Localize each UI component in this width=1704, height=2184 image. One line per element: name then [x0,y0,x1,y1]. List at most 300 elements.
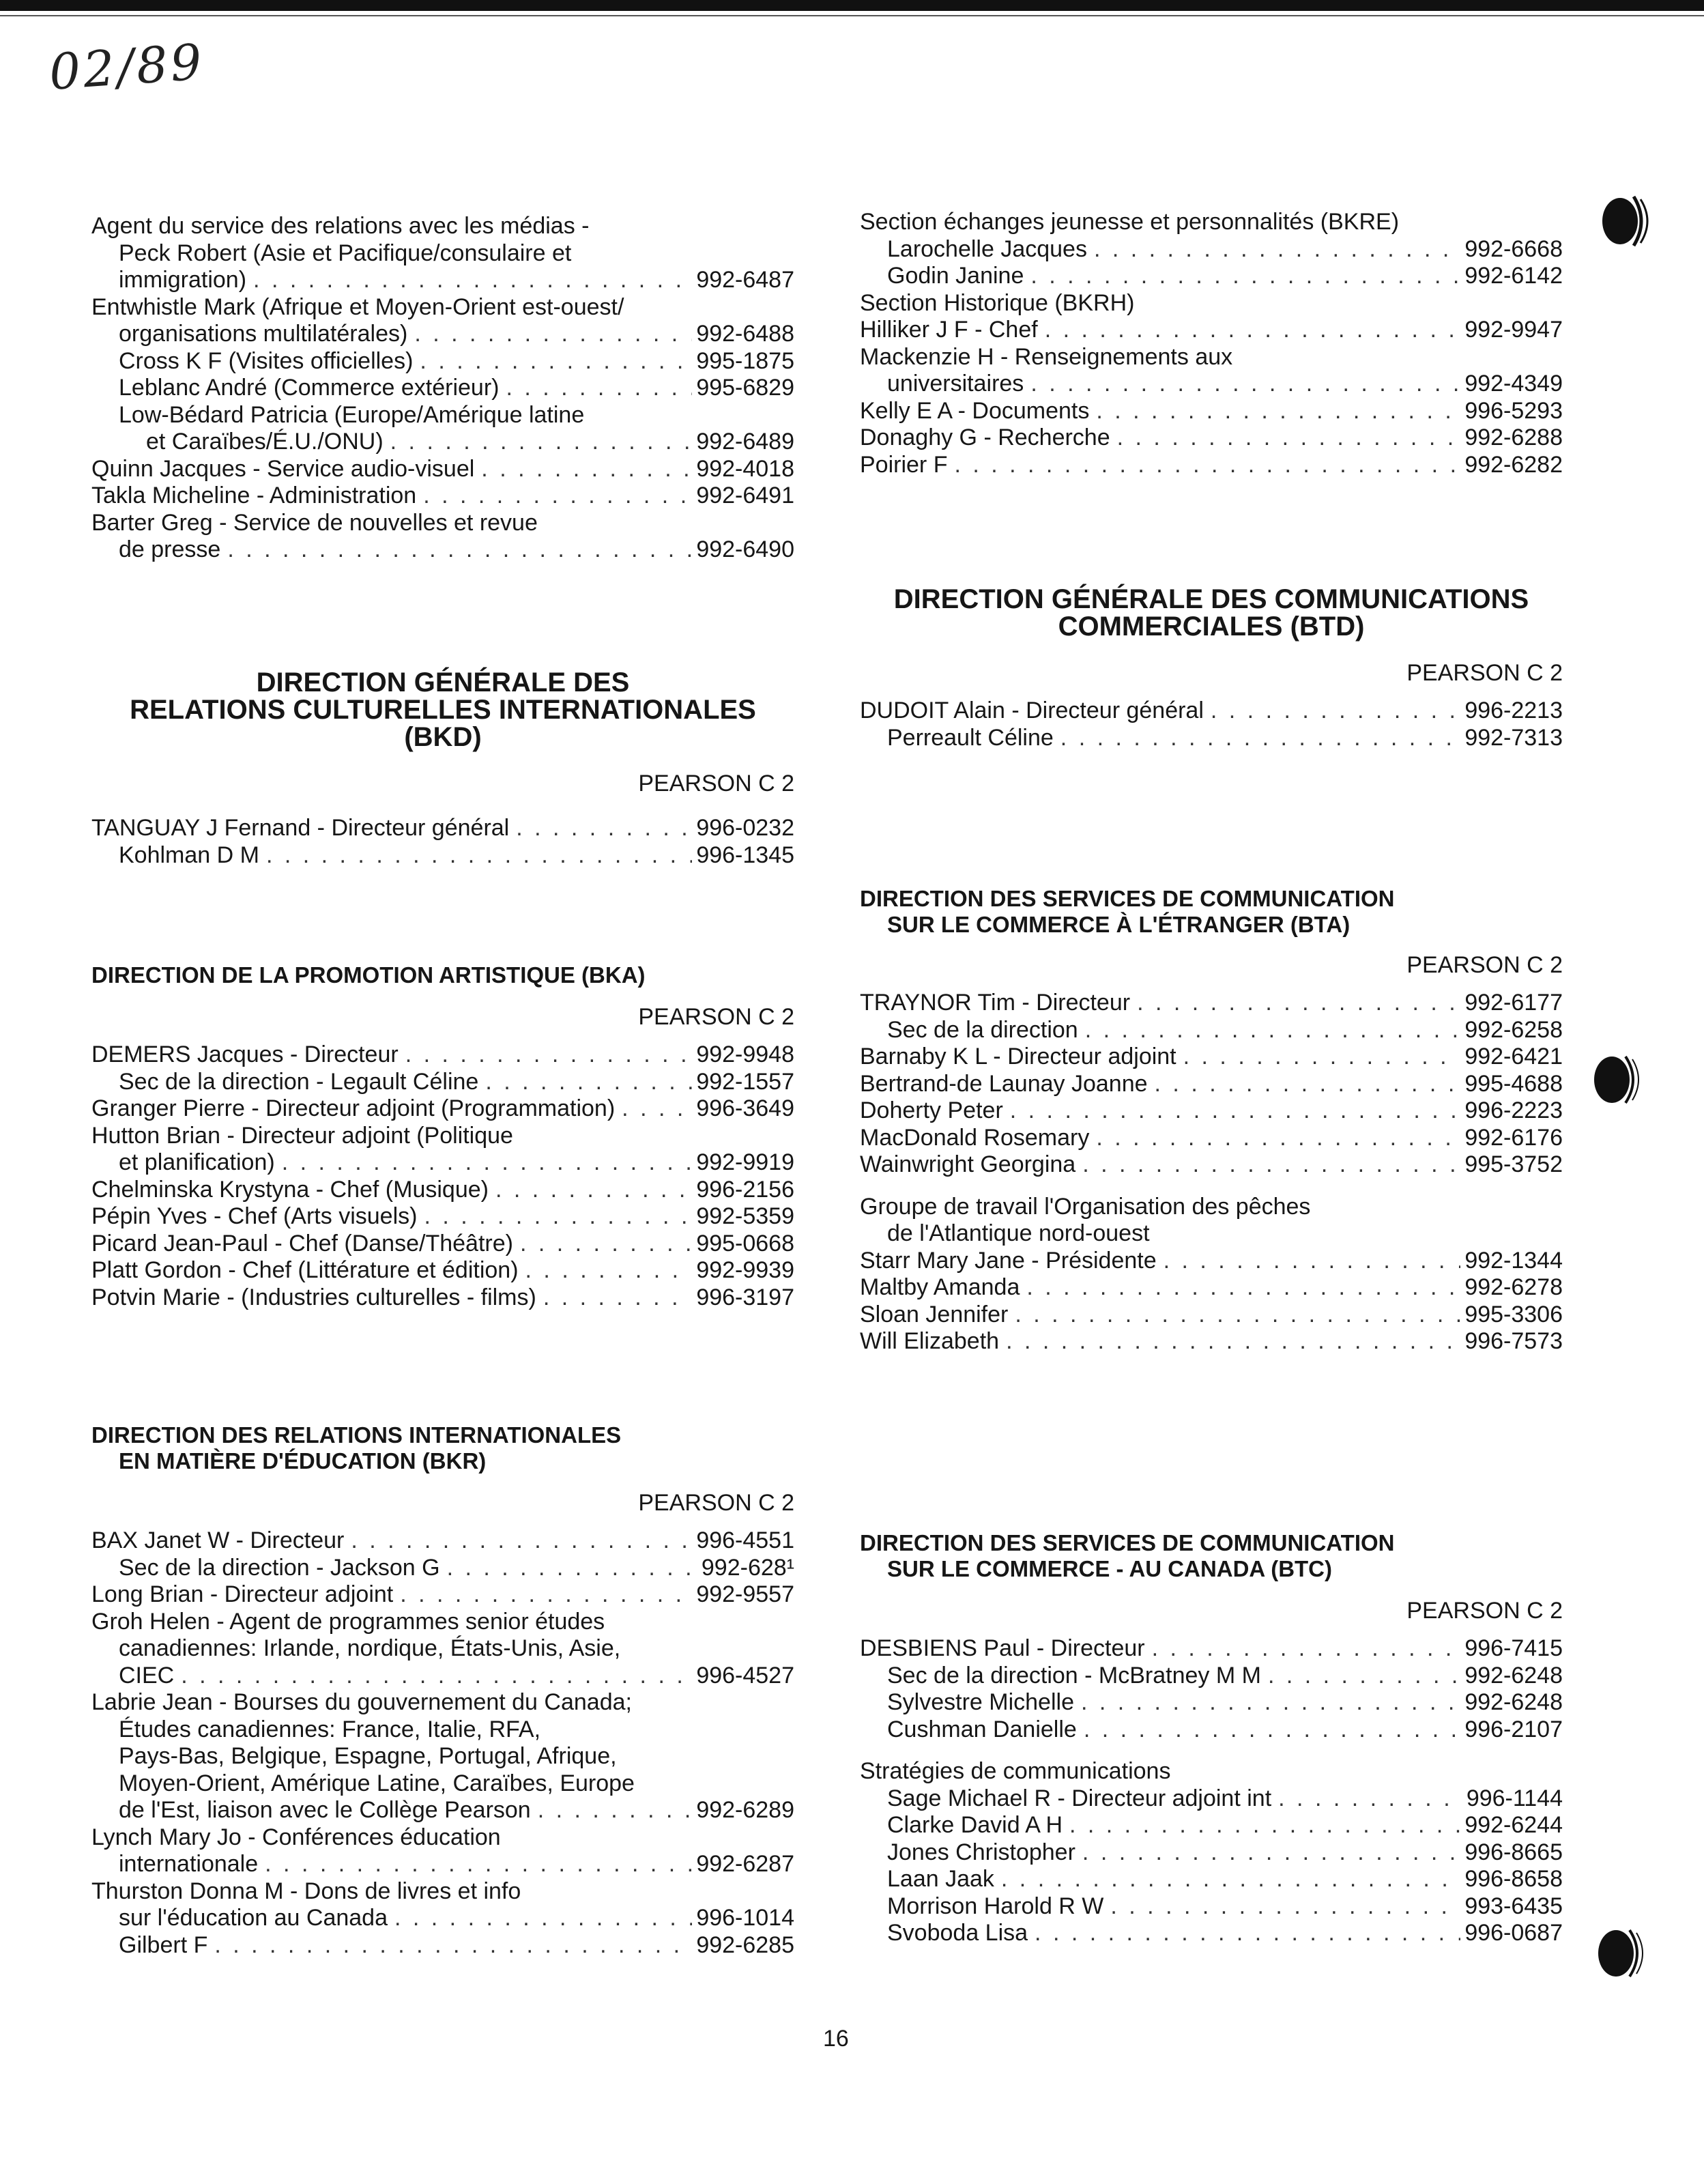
entry-phone: 992-4018 [696,455,794,482]
strategies-subheading: Stratégies de communications [860,1758,1171,1784]
entry-phone: 996-2156 [696,1176,794,1203]
directory-entry [860,1151,1563,1179]
entry-name: Wainwright Georgina [860,1151,1076,1177]
entry-name: Clarke David A H [887,1812,1063,1838]
entry-name: de presse [119,536,221,562]
dot-leader [1074,1689,1460,1716]
entry-name: Leblanc André (Commerce extérieur) [119,375,500,401]
entry-phone: 992-6177 [1464,990,1563,1016]
title-line: COMMERCIALES (BTD) [1058,612,1365,642]
entry-name: Donaghy G - Recherche [860,425,1110,450]
entry-name: universitaires [887,371,1024,397]
entry-phone: 995-3306 [1464,1301,1563,1327]
dot-leader [1008,1302,1460,1329]
entry-name: Larochelle Jacques [887,235,1087,262]
directory-entry [91,294,794,321]
directory-entry [91,429,794,456]
entry-phone: 995-1875 [696,347,794,374]
entry-name: DESBIENS Paul - Directeur [860,1635,1145,1661]
entry-phone: 992-628¹ [701,1554,794,1581]
directory-entry [860,1689,1563,1716]
directory-entry [91,1663,794,1690]
entry-phone: 992-9557 [696,1581,794,1607]
entry-phone: 992-6490 [696,536,794,562]
directory-entry [860,1328,1563,1355]
directory-entry [91,1635,794,1663]
entry-name: Kohlman D M [119,842,259,868]
entry-phone: 992-6289 [696,1797,794,1823]
entry-name: Godin Janine [887,263,1024,289]
dot-leader [259,842,692,870]
btc-list [860,1635,1563,1743]
dot-leader [1271,1785,1460,1813]
title-line: SUR LE COMMERCE À L'ÉTRANGER (BTA) [887,912,1351,937]
entry-phone: 992-6278 [1464,1274,1563,1300]
hole-punch-icon [1590,1919,1653,1987]
entry-name: Section Historique (BKRH) [860,289,1135,316]
directory-entry [860,1839,1563,1867]
room-label: PEARSON C 2 [1406,1598,1563,1624]
dot-leader [258,1851,692,1878]
directory-entry [860,1302,1563,1329]
directory-entry [860,1274,1563,1302]
fisheries-group-list [860,1248,1563,1355]
entry-name: Lynch Mary Jo - Conférences éducation [91,1824,501,1850]
entry-name: Cross K F (Visites officielles) [119,347,414,374]
title-line: Groupe de travail l'Organisation des pêches [860,1193,1311,1220]
dot-leader [1148,1071,1460,1098]
directory-entry [860,371,1563,398]
room-label: PEARSON C 2 [1406,952,1563,978]
entry-name: Labrie Jean - Bourses du gouvernement du Canada; [91,1689,632,1715]
directory-entry [91,348,794,375]
entry-phone: 996-8665 [1464,1839,1563,1865]
entry-name: DEMERS Jacques - Directeur [91,1041,399,1067]
directory-entry [91,1149,794,1177]
entry-name: TRAYNOR Tim - Directeur [860,990,1131,1016]
room-label: PEARSON C 2 [638,771,794,796]
room-label: PEARSON C 2 [638,1004,794,1030]
strategies-list [860,1785,1563,1947]
directory-entry [91,1851,794,1878]
entry-name: sur l'éducation au Canada [119,1905,388,1931]
entry-name: Starr Mary Jane - Présidente [860,1247,1157,1274]
entry-phone: 992-6176 [1464,1124,1563,1151]
entry-phone: 992-9919 [696,1149,794,1175]
dot-leader [1020,1274,1460,1302]
directory-entry [91,1878,794,1906]
entry-name: Svoboda Lisa [887,1920,1028,1946]
dot-leader [174,1663,692,1690]
directory-entry [91,1231,794,1258]
dot-leader [1130,990,1460,1017]
dot-leader [1087,236,1460,263]
entry-name: Chelminska Krystyna - Chef (Musique) [91,1176,489,1203]
dot-leader [1024,263,1460,290]
entry-phone: 996-8658 [1464,1866,1563,1892]
entry-name: Doherty Peter [860,1097,1003,1123]
dot-leader [474,456,692,483]
directory-entry [860,1716,1563,1744]
entry-phone: 996-1144 [1466,1785,1563,1811]
dot-leader [1110,425,1460,452]
entry-phone: 996-5293 [1464,397,1563,424]
directory-entry [860,1920,1563,1947]
entry-name: Entwhistle Mark (Afrique et Moyen-Orient est-ouest/ [91,293,624,320]
entry-name: Barnaby K L - Directeur adjoint [860,1044,1176,1069]
directory-entry [91,1527,794,1555]
directory-entry [91,402,794,429]
entry-phone: 996-1345 [696,842,794,868]
dot-leader [393,1581,692,1609]
directory-entry [860,452,1563,479]
entry-name: Moyen-Orient, Amérique Latine, Caraïbes, Europe [119,1770,635,1796]
entry-name: Mackenzie H - Renseignements aux [860,343,1233,370]
entry-phone: 992-6421 [1464,1044,1563,1069]
room-label: PEARSON C 2 [638,1490,794,1516]
directory-entry [860,1866,1563,1893]
directory-entry [860,1785,1563,1813]
directory-entry [91,536,794,564]
dot-leader [1054,725,1460,752]
entry-phone: 996-1014 [696,1905,794,1931]
entry-name: Platt Gordon - Chef (Littérature et édition) [91,1257,519,1283]
dot-leader [384,429,692,456]
directory-entry [91,267,794,294]
directory-entry [91,1689,794,1716]
scan-top-line [0,15,1704,16]
directory-entry [91,1743,794,1770]
entry-name: Sec de la direction - Legault Céline [119,1068,479,1095]
directory-entry [860,236,1563,263]
dot-leader [999,1328,1460,1355]
dot-leader [513,1231,692,1258]
dot-leader [1089,398,1460,425]
bkr-list [91,1527,794,1959]
directory-entry [91,1581,794,1609]
entry-phone: 992-6287 [696,1851,794,1877]
entry-name: MacDonald Rosemary [860,1124,1090,1151]
entry-phone: 992-6282 [1464,451,1563,478]
entry-name: Section échanges jeunesse et personnalités (BKRE) [860,209,1400,235]
fisheries-group-title [860,1194,1563,1248]
entry-phone: 992-6487 [696,267,794,293]
entry-name: Groh Helen - Agent de programmes senior études [91,1608,605,1635]
hole-punch-icon [1594,187,1657,255]
directory-entry [91,240,794,268]
entry-name: TANGUAY J Fernand - Directeur général [91,815,510,841]
dot-leader [1176,1044,1460,1071]
entry-name: Potvin Marie - (Industries culturelles - films) [91,1284,536,1310]
entry-name: Perreault Céline [887,724,1054,751]
dot-leader [1145,1635,1460,1663]
directory-entry [860,1893,1563,1921]
section-bta [860,886,1563,1355]
dot-leader [1077,1716,1460,1744]
dot-leader [536,1284,692,1312]
entry-name: Jones Christopher [887,1839,1075,1865]
directory-entry [91,1905,794,1932]
directory-entry [91,510,794,537]
entry-phone: 992-6288 [1464,425,1563,450]
entry-name: Quinn Jacques - Service audio-visuel [91,455,475,482]
directory-entry [91,456,794,483]
dot-leader [519,1257,692,1284]
directory-entry [860,344,1563,371]
dot-leader [407,321,692,348]
directory-entry [860,725,1563,752]
entry-name: Peck Robert (Asie et Pacifique/consulaire et [119,240,572,266]
entry-phone: 996-3649 [696,1095,794,1121]
entry-phone: 996-3197 [696,1284,794,1310]
title-line: DIRECTION DES SERVICES DE COMMUNICATION [860,886,1395,911]
dot-leader [1038,317,1460,344]
section-title-bkd [91,669,794,751]
entry-name: Morrison Harold R W [887,1893,1104,1919]
dot-leader [399,1041,692,1069]
entry-name: Long Brian - Directeur adjoint [91,1581,394,1607]
dot-leader [1204,698,1460,725]
directory-entry [860,1017,1563,1044]
directory-entry [91,483,794,510]
title-line: DIRECTION DES SERVICES DE COMMUNICATION [860,1530,1395,1555]
directory-entry [91,375,794,402]
dot-leader [416,483,692,510]
dot-leader [440,1555,692,1582]
directory-entry [860,263,1563,290]
directory-entry [860,425,1563,452]
entry-name: Kelly E A - Documents [860,397,1090,424]
directory-entry [860,1125,1563,1152]
entry-name: Études canadiennes: France, Italie, RFA, [119,1716,541,1742]
entry-name: Hilliker J F - Chef [860,317,1038,343]
title-line: DIRECTION GÉNÉRALE DES [256,667,630,698]
directory-entry [91,842,794,870]
entry-phone: 996-0232 [696,815,794,841]
dot-leader [1003,1097,1460,1125]
entry-phone: 992-6488 [696,321,794,347]
entry-phone: 992-6285 [696,1931,794,1958]
directory-entry [91,1177,794,1204]
entry-phone: 992-6248 [1464,1662,1563,1689]
directory-entry [91,1716,794,1744]
dot-leader [246,267,692,294]
directory-entry [91,1824,794,1852]
dot-leader [509,815,692,842]
dot-leader [413,348,692,375]
entry-name: Laan Jaak [887,1866,994,1892]
section-title-bkr [91,1422,794,1474]
dot-leader [615,1095,692,1123]
section-title-bta [860,886,1563,938]
entry-name: Sylvestre Michelle [887,1689,1074,1715]
directory-entry [860,698,1563,725]
entry-name: CIEC [119,1662,175,1689]
entry-phone: 992-9939 [696,1257,794,1283]
directory-entry [860,1635,1563,1663]
directory-entry [91,1095,794,1123]
entry-phone: 992-6489 [696,429,794,455]
directory-entry [91,1257,794,1284]
hole-punch-icon [1586,1046,1649,1114]
entry-name: Granger Pierre - Directeur adjoint (Programmation) [91,1095,616,1121]
dot-leader [1024,371,1460,398]
entry-phone: 992-6668 [1464,235,1563,262]
dot-leader [1089,1125,1460,1152]
entry-name: organisations multilatérales) [119,321,408,347]
directory-entry [91,1123,794,1150]
directory-entry [860,1663,1563,1690]
dot-leader [947,452,1460,479]
directory-entry [860,1812,1563,1839]
page-number: 16 [823,2026,849,2052]
title-line: DIRECTION DES RELATIONS INTERNATIONALES [91,1422,622,1448]
title-line: SUR LE COMMERCE - AU CANADA (BTC) [887,1556,1333,1581]
directory-entry [91,815,794,842]
entry-name: Poirier F [860,451,948,478]
dot-leader [388,1905,692,1932]
bkre-bkrh-list [860,209,1563,478]
dot-leader [1078,1017,1460,1044]
section-bkd [91,669,794,869]
dot-leader [499,375,692,402]
dot-leader [1103,1893,1460,1921]
bka-list [91,1041,794,1311]
entry-phone: 992-4349 [1464,371,1563,397]
title-line: RELATIONS CULTURELLES INTERNATIONALES [130,695,756,725]
entry-name: Maltby Amanda [860,1274,1020,1300]
entry-name: Thurston Donna M - Dons de livres et info [91,1878,521,1904]
section-title-btc [860,1530,1563,1582]
directory-entry [860,1248,1563,1275]
entry-name: immigration) [119,267,247,293]
directory-entry [860,398,1563,425]
entry-name: et Caraïbes/É.U./ONU) [146,429,384,455]
dot-leader [417,1203,692,1231]
entry-name: de l'Est, liaison avec le Collège Pearson [119,1797,531,1823]
entry-phone: 992-6248 [1464,1689,1563,1715]
entry-phone: 996-2213 [1464,698,1563,723]
entry-name: Pays-Bas, Belgique, Espagne, Portugal, Afrique, [119,1743,617,1769]
entry-phone: 996-2107 [1464,1716,1563,1742]
entry-name: Hutton Brian - Directeur adjoint (Politique [91,1122,513,1149]
entry-name: Low-Bédard Patricia (Europe/Amérique latine [119,401,585,428]
directory-entry [91,213,794,240]
directory-entry [860,209,1563,236]
entry-phone: 992-9947 [1464,317,1563,343]
dot-leader [531,1797,692,1824]
directory-entry [91,321,794,348]
entry-name: Takla Micheline - Administration [91,483,417,508]
entry-name: Will Elizabeth [860,1328,1000,1354]
directory-entry [860,317,1563,344]
entry-name: Sec de la direction - McBratney M M [887,1662,1261,1689]
entry-name: Sage Michael R - Directeur adjoint int [887,1785,1272,1811]
entry-phone: 992-6244 [1464,1812,1563,1838]
dot-leader [489,1177,692,1204]
entry-phone: 995-0668 [696,1230,794,1256]
title-line: DIRECTION GÉNÉRALE DES COMMUNICATIONS [893,584,1529,614]
entry-name: Pépin Yves - Chef (Arts visuels) [91,1203,418,1229]
dot-leader [220,536,692,564]
directory-entry [91,1069,794,1096]
entry-name: internationale [119,1851,259,1877]
directory-entry [91,1284,794,1312]
entry-name: Gilbert F [119,1931,208,1958]
dot-leader [1063,1812,1460,1839]
entry-name: Barter Greg - Service de nouvelles et revue [91,509,538,536]
entry-phone: 992-6258 [1464,1016,1563,1043]
btd-list [860,698,1563,751]
entry-name: et planification) [119,1149,275,1175]
dot-leader [275,1149,692,1177]
media-relations-list [91,213,794,564]
entry-name: Agent du service des relations avec les médias - [91,213,590,239]
dot-leader [994,1866,1460,1893]
dot-leader [1028,1920,1460,1947]
entry-name: Cushman Danielle [887,1716,1077,1742]
directory-entry [91,1797,794,1824]
title-line: EN MATIÈRE D'ÉDUCATION (BKR) [119,1448,487,1474]
entry-phone: 996-2223 [1464,1097,1563,1123]
entry-phone: 996-4527 [696,1662,794,1689]
directory-entry [860,1071,1563,1098]
title-line: de l'Atlantique nord-ouest [887,1220,1150,1246]
directory-entry [860,1097,1563,1125]
entry-name: Sloan Jennifer [860,1301,1009,1327]
dot-leader [344,1527,692,1555]
entry-name: Picard Jean-Paul - Chef (Danse/Théâtre) [91,1230,513,1256]
entry-name: Bertrand-de Launay Joanne [860,1070,1148,1097]
entry-phone: 996-7573 [1464,1328,1563,1354]
entry-phone: 995-4688 [1464,1070,1563,1097]
title-line: (BKD) [404,722,482,752]
dot-leader [1075,1151,1460,1179]
bta-list [860,990,1563,1179]
section-title-btd [860,586,1563,640]
entry-name: canadiennes: Irlande, nordique, États-Unis, Asie, [119,1635,621,1661]
entry-phone: 992-1557 [696,1068,794,1095]
entry-name: BAX Janet W - Directeur [91,1527,345,1553]
bkd-list [91,815,794,869]
dot-leader [478,1069,692,1096]
title-line: DIRECTION DE LA PROMOTION ARTISTIQUE (BKA) [91,962,646,988]
dot-leader [207,1932,692,1959]
entry-phone: 992-6491 [696,483,794,508]
section-btc [860,1530,1563,1947]
entry-phone: 993-6435 [1464,1893,1563,1919]
handwritten-annotation: 02/89 [47,33,207,101]
room-label: PEARSON C 2 [1406,660,1563,686]
directory-entry [91,1770,794,1798]
section-btd [860,586,1563,751]
entry-phone: 996-4551 [696,1527,794,1553]
directory-entry [860,290,1563,317]
entry-phone: 995-3752 [1464,1151,1563,1177]
dot-leader [1261,1663,1460,1690]
entry-phone: 992-7313 [1464,724,1563,751]
entry-phone: 992-9948 [696,1041,794,1067]
entry-name: Sec de la direction - Jackson G [119,1554,440,1581]
dot-leader [1157,1248,1460,1275]
directory-entry [91,1041,794,1069]
directory-entry [91,1555,794,1582]
section-title-bka [91,962,794,988]
directory-entry [860,1044,1563,1071]
entry-name: Sec de la direction [887,1016,1078,1043]
directory-entry [91,1932,794,1959]
section-bka [91,962,794,1311]
